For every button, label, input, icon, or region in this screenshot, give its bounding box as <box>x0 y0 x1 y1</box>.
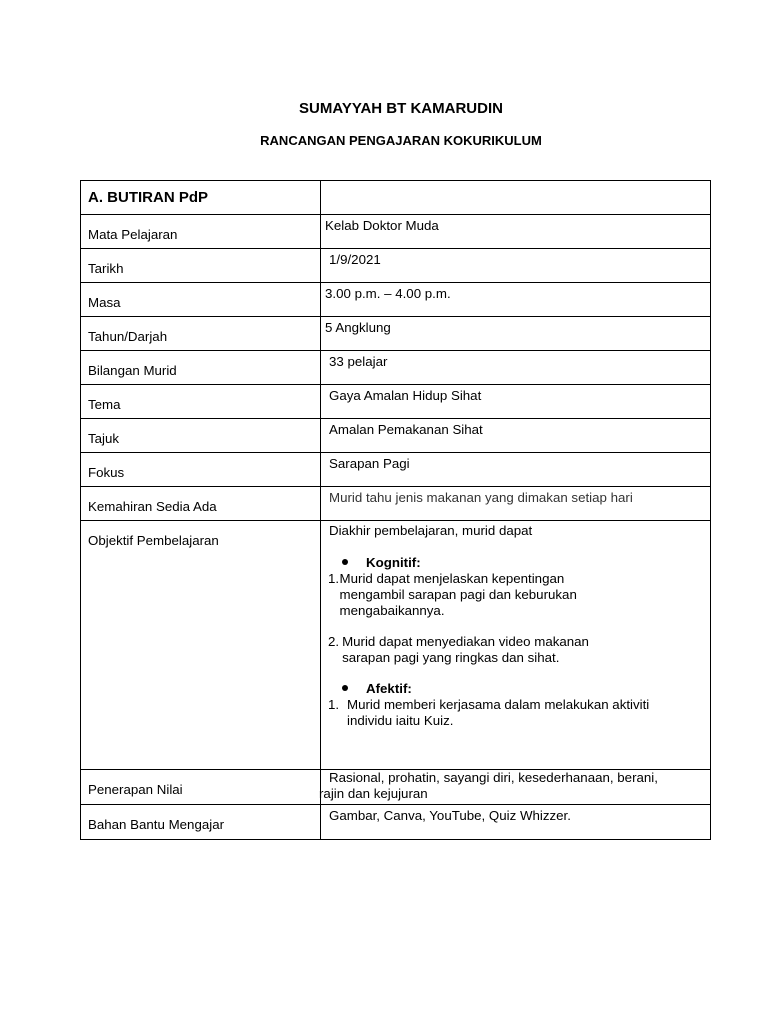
row-label: Kemahiran Sedia Ada <box>88 499 217 514</box>
kognitif-list <box>328 571 706 666</box>
table-row <box>81 283 711 317</box>
bullet-kognitif <box>342 555 706 571</box>
penerapan-line-2: rajin dan kejujuran <box>319 786 428 801</box>
lesson-plan-table <box>80 180 711 840</box>
table-row <box>81 770 711 805</box>
row-value: Kelab Doktor Muda <box>325 218 439 233</box>
row-value: Murid tahu jenis makanan yang dimakan setiap hari <box>329 490 633 505</box>
row-value: 33 pelajar <box>329 354 388 369</box>
table-row <box>81 351 711 385</box>
table-row <box>81 521 711 770</box>
table-row <box>81 419 711 453</box>
section-heading: A. BUTIRAN PdP <box>88 189 208 206</box>
row-label: Tarikh <box>88 261 124 276</box>
row-value: Sarapan Pagi <box>329 456 410 471</box>
row-label: Penerapan Nilai <box>88 782 183 797</box>
row-value: 5 Angklung <box>325 320 391 335</box>
kognitif-heading: Kognitif: <box>366 555 421 570</box>
penerapan-line-1: Rasional, prohatin, sayangi diri, kesederhanaan, berani, <box>329 770 658 785</box>
section-heading-cell <box>81 181 321 215</box>
objective-cell <box>321 521 711 770</box>
value-cell <box>321 453 711 487</box>
bullet-dot-icon <box>342 559 348 565</box>
label-cell <box>81 317 321 351</box>
list-item <box>328 697 688 729</box>
value-cell <box>321 249 711 283</box>
item-text: Murid memberi kerjasama dalam melakukan aktiviti individu iaitu Kuiz. <box>347 697 650 728</box>
label-cell <box>81 215 321 249</box>
value-cell <box>321 805 711 840</box>
row-label: Tahun/Darjah <box>88 329 168 344</box>
afektif-list <box>328 697 706 729</box>
row-label: Fokus <box>88 465 125 480</box>
label-cell <box>81 805 321 840</box>
row-label: Tajuk <box>88 431 120 446</box>
value-cell <box>321 487 711 521</box>
document-title: RANCANGAN PENGAJARAN KOKURIKULUM <box>260 133 542 148</box>
label-cell <box>81 487 321 521</box>
item-number: 1. <box>328 571 340 586</box>
row-value: 3.00 p.m. – 4.00 p.m. <box>325 286 451 301</box>
list-item <box>328 634 628 666</box>
empty-cell <box>321 181 711 215</box>
value-cell <box>321 351 711 385</box>
afektif-heading: Afektif: <box>366 681 412 696</box>
value-cell <box>321 317 711 351</box>
row-value: Gaya Amalan Hidup Sihat <box>329 388 482 403</box>
list-item <box>328 571 628 619</box>
label-cell <box>81 283 321 317</box>
row-label: Mata Pelajaran <box>88 227 178 242</box>
value-cell <box>321 419 711 453</box>
table-row <box>81 453 711 487</box>
row-value: 1/9/2021 <box>329 252 381 267</box>
bullet-dot-icon <box>342 685 348 691</box>
table-row <box>81 385 711 419</box>
label-cell <box>81 521 321 770</box>
objective-intro: Diakhir pembelajaran, murid dapat <box>329 523 533 538</box>
label-cell <box>81 351 321 385</box>
row-label: Tema <box>88 397 121 412</box>
table-row <box>81 805 711 840</box>
table-row <box>81 317 711 351</box>
label-cell <box>81 249 321 283</box>
value-cell <box>321 770 711 805</box>
value-cell <box>321 283 711 317</box>
value-cell <box>321 215 711 249</box>
value-cell <box>321 385 711 419</box>
row-value: Amalan Pemakanan Sihat <box>329 422 483 437</box>
item-number: 1. <box>328 697 340 712</box>
bahan-value: Gambar, Canva, YouTube, Quiz Whizzer. <box>329 808 571 823</box>
item-number: 2. <box>328 634 340 649</box>
item-text: Murid dapat menyediakan video makanan sarapan pagi yang ringkas dan sihat. <box>342 634 589 665</box>
table-row <box>81 249 711 283</box>
row-label: Masa <box>88 295 121 310</box>
table-row <box>81 181 711 215</box>
row-label: Bilangan Murid <box>88 363 177 378</box>
label-cell <box>81 453 321 487</box>
row-label: Objektif Pembelajaran <box>88 533 219 548</box>
document-author: SUMAYYAH BT KAMARUDIN <box>299 100 503 117</box>
bullet-afektif <box>342 681 706 697</box>
item-text: Murid dapat menjelaskan kepentingan mengambil sarapan pagi dan keburukan mengabaikannya. <box>339 571 577 618</box>
label-cell <box>81 419 321 453</box>
penerapan-value <box>321 770 710 802</box>
label-cell <box>81 770 321 805</box>
row-label: Bahan Bantu Mengajar <box>88 817 225 832</box>
table-row <box>81 487 711 521</box>
label-cell <box>81 385 321 419</box>
table-row <box>81 215 711 249</box>
